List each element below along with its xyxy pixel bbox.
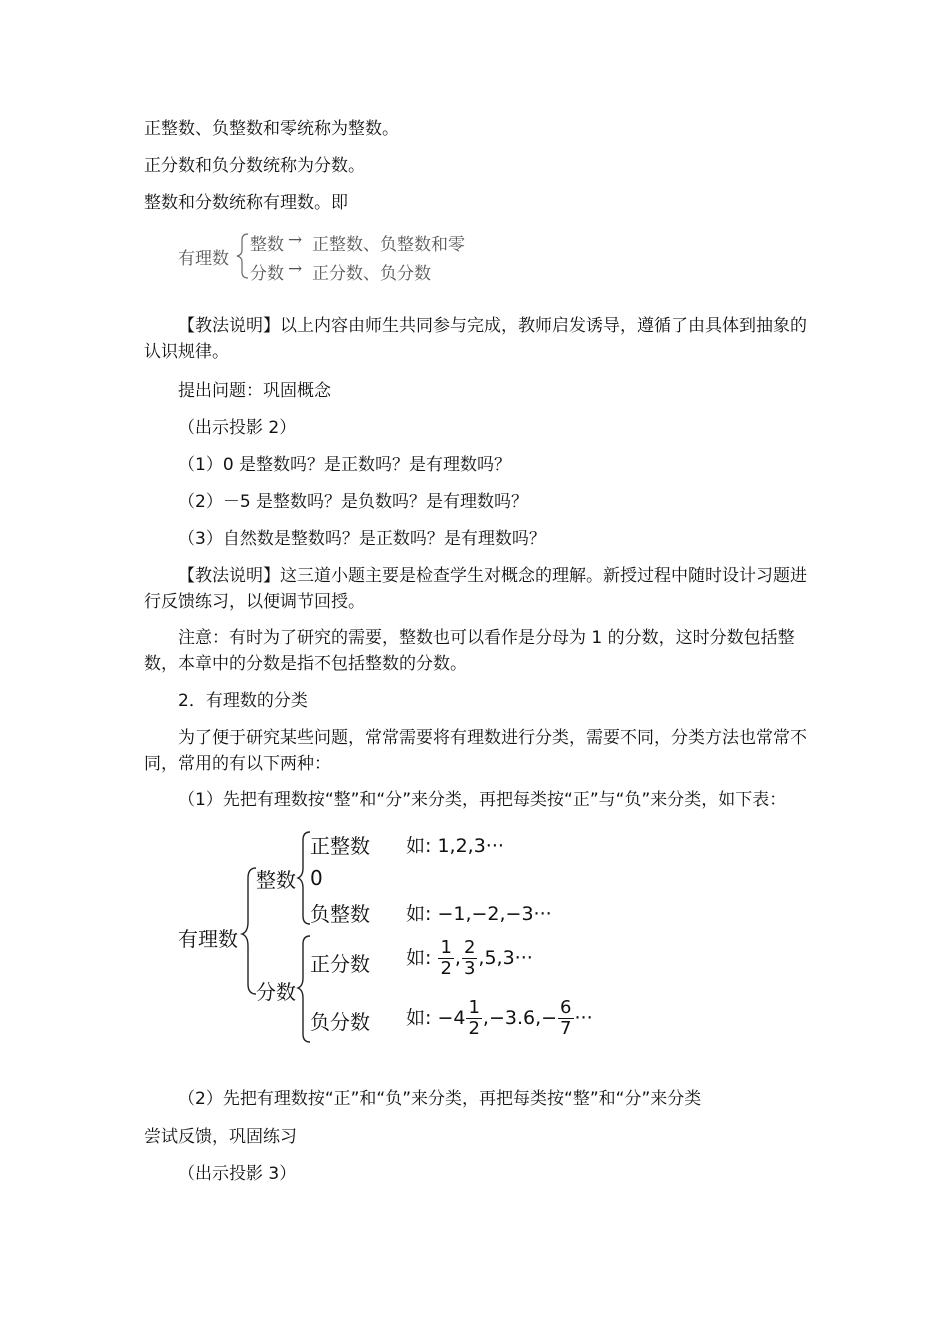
paragraph-classification-intro: 为了便于研究某些问题，常常需要将有理数进行分类，需要不同，分类方法也常常不同，常用的有以下两种： — [144, 728, 807, 774]
fraction-numerator: 1 — [440, 937, 452, 958]
fig2-fractions-label: 分数 — [256, 980, 296, 1004]
fig1-arrow-2: → — [288, 259, 303, 279]
fraction-one-half-mixed — [466, 998, 481, 1039]
fig2-pos-frac-prefix: 如: — [406, 947, 432, 969]
paragraph-method-2: （2）先把有理数按“正”和“负”来分类，再把每类按“整”和“分”来分类 — [178, 1089, 702, 1109]
fig2-neg-frac-example — [406, 998, 593, 1039]
paragraph-projection-3: （出示投影 3） — [178, 1164, 297, 1184]
fraction-six-sevenths — [558, 998, 573, 1039]
fig1-row2-left: 分数 — [250, 264, 284, 284]
fig2-root-label: 有理数 — [178, 927, 238, 951]
fraction-denominator: 2 — [468, 1018, 480, 1039]
fig2-neg-frac-mid: ,−3.6,− — [482, 1007, 558, 1029]
fig2-neg-int-example: 如: −1,−2,−3··· — [406, 903, 552, 925]
fraction-denominator: 3 — [463, 958, 476, 979]
fraction-denominator: 7 — [560, 1018, 572, 1039]
paragraph-rational-def: 整数和分数统称有理数。即 — [144, 193, 348, 213]
fraction-denominator: 2 — [440, 958, 452, 979]
section-heading-classification: 2．有理数的分类 — [178, 691, 308, 711]
fig2-neg-frac-prefix: 如: −4 — [406, 1007, 466, 1029]
fig2-pos-frac-comma: , — [454, 947, 461, 969]
fig2-neg-frac-label: 负分数 — [310, 1010, 370, 1034]
fig2-pos-int-label: 正整数 — [310, 834, 370, 858]
fraction-one-half — [438, 938, 453, 979]
fraction-numerator: 2 — [463, 937, 476, 958]
fig2-neg-frac-suffix: ··· — [574, 1007, 593, 1029]
question-3: （3）自然数是整数吗？是正数吗？是有理数吗？ — [178, 529, 546, 549]
paragraph-raise-question: 提出问题：巩固概念 — [178, 381, 331, 401]
paragraph-teaching-note-1: 【教法说明】以上内容由师生共同参与完成，教师启发诱导，遵循了由具体到抽象的认识规律。 — [144, 316, 807, 362]
question-2: （2）－5 是整数吗？是负数吗？是有理数吗？ — [178, 492, 529, 512]
paragraph-fractions-def: 正分数和负分数统称为分数。 — [144, 156, 365, 176]
fig1-arrow-1: → — [288, 230, 303, 250]
fig2-pos-frac-label: 正分数 — [310, 952, 370, 976]
fig2-neg-int-label: 负整数 — [310, 902, 370, 926]
fig1-row1-left: 整数 — [250, 235, 284, 255]
question-1: （1）0 是整数吗？是正数吗？是有理数吗？ — [178, 455, 512, 475]
fig1-row1-right: 正整数、负整数和零 — [312, 235, 465, 255]
fig2-pos-int-example: 如: 1,2,3··· — [406, 835, 504, 857]
paragraph-method-1: （1）先把有理数按“整”和“分”来分类，再把每类按“正”与“负”来分类，如下表： — [178, 790, 787, 810]
fraction-numerator: 1 — [468, 997, 480, 1018]
paragraph-projection-2: （出示投影 2） — [178, 418, 297, 438]
fig1-root-label: 有理数 — [178, 249, 229, 269]
fig2-integers-label: 整数 — [256, 868, 296, 892]
fig2-pos-frac-example — [406, 938, 533, 979]
fraction-two-thirds — [462, 938, 477, 979]
rational-classification-figure-1 — [178, 228, 498, 286]
fraction-numerator: 6 — [560, 997, 572, 1018]
fig2-zero-label: 0 — [310, 866, 323, 890]
paragraph-note: 注意：有时为了研究的需要，整数也可以看作是分母为 1 的分数，这时分数包括整数，本章中的分数是指不包括整数的分数。 — [144, 628, 795, 674]
paragraph-integers-def: 正整数、负整数和零统称为整数。 — [144, 119, 399, 139]
paragraph-feedback: 尝试反馈，巩固练习 — [144, 1127, 297, 1147]
paragraph-teaching-note-2: 【教法说明】这三道小题主要是检查学生对概念的理解。新授过程中随时设计习题进行反馈练习，以便调节回授。 — [144, 566, 807, 612]
rational-classification-figure-2 — [176, 826, 606, 1056]
fig1-row2-right: 正分数、负分数 — [312, 264, 431, 284]
fig2-pos-frac-suffix: ,5,3··· — [478, 947, 533, 969]
